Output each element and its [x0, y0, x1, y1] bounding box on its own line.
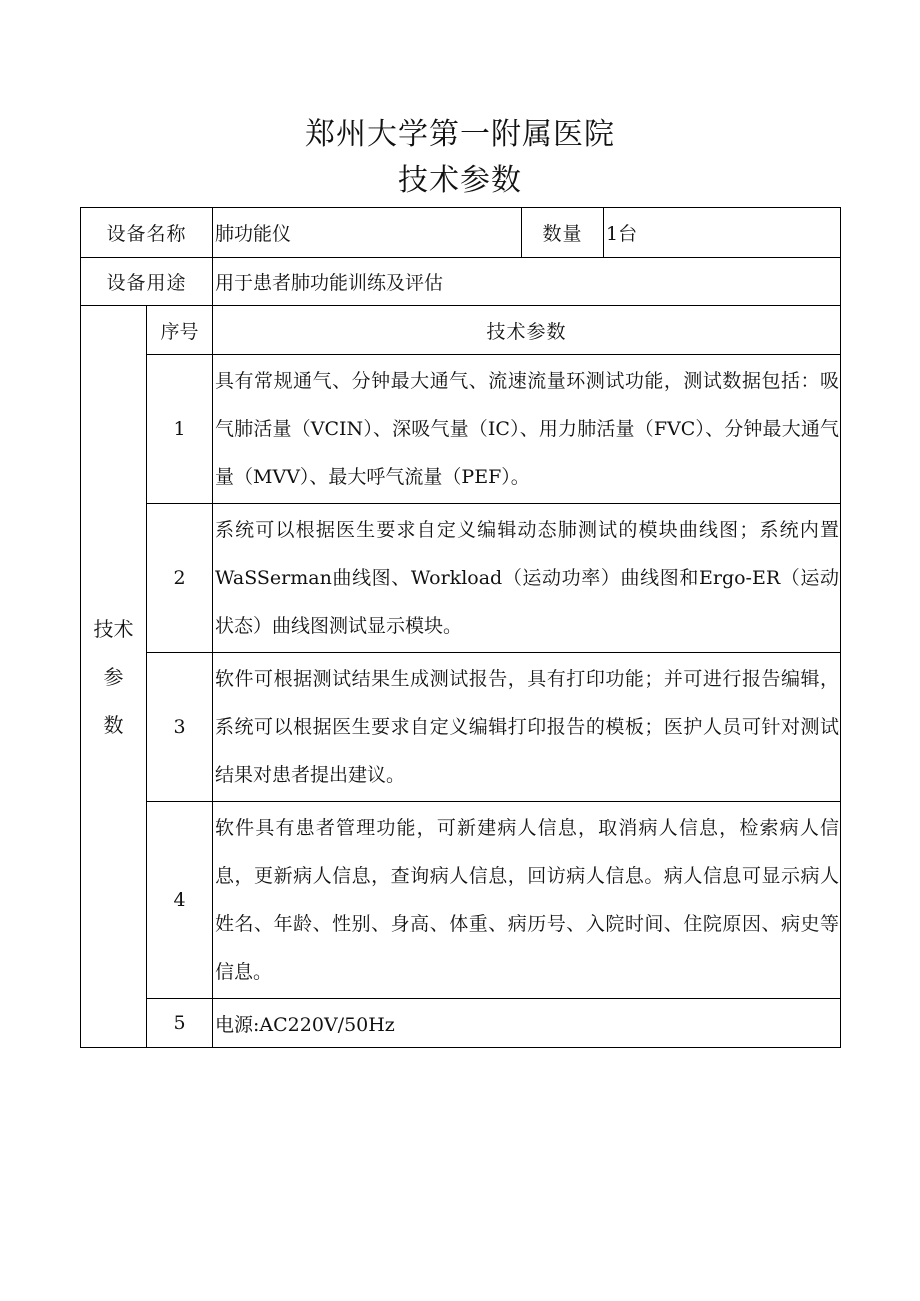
quantity-label: 数量 [522, 208, 604, 258]
equipment-use-label: 设备用途 [81, 258, 213, 306]
equipment-name-value: 肺功能仪 [213, 208, 522, 258]
spec-section-label [81, 306, 147, 1048]
spec-row [81, 355, 841, 504]
equipment-use-value: 用于患者肺功能训练及评估 [213, 258, 841, 306]
spec-text-cell [213, 355, 841, 504]
spec-text: 具有常规通气、分钟最大通气、流速流量环测试功能，测试数据包括：吸气肺活量（VCIN）、深吸气量（IC）、用力肺活量（FVC）、分钟最大通气量（MVV）、最大呼气流量（PEF）。 [215, 370, 840, 488]
equipment-use-row [81, 258, 841, 306]
spec-index: 2 [147, 504, 213, 653]
spec-row [81, 999, 841, 1048]
spec-index: 1 [147, 355, 213, 504]
index-column-header: 序号 [147, 306, 213, 355]
spec-text: 软件可根据测试结果生成测试报告，具有打印功能；并可进行报告编辑，系统可以根据医生要求自定义编辑打印报告的模板；医护人员可针对测试结果对患者提出建议。 [215, 668, 840, 786]
spec-text: 系统可以根据医生要求自定义编辑动态肺测试的模块曲线图；系统内置WaSSerman曲线图、Workload（运动功率）曲线图和Ergo-ER（运动状态）曲线图测试显示模块。 [215, 519, 840, 637]
spec-text-cell [213, 802, 841, 999]
spec-row [81, 653, 841, 802]
hospital-title: 郑州大学第一附属医院 [305, 117, 615, 152]
spec-index: 4 [147, 802, 213, 999]
equipment-name-row [81, 208, 841, 258]
document-header [0, 112, 920, 204]
spec-text: 电源:AC220V/50Hz [213, 999, 841, 1048]
equipment-name-label: 设备名称 [81, 208, 213, 258]
document-title: 技术参数 [398, 163, 522, 198]
spec-section-label-part: 技术 [93, 616, 134, 641]
spec-table [80, 207, 841, 1048]
spec-header-row [81, 306, 841, 355]
spec-index: 3 [147, 653, 213, 802]
spec-section-label-part: 数 [103, 712, 124, 737]
param-column-header: 技术参数 [213, 306, 841, 355]
spec-text-cell [213, 653, 841, 802]
spec-row [81, 802, 841, 999]
spec-row [81, 504, 841, 653]
spec-index: 5 [147, 999, 213, 1048]
spec-text: 软件具有患者管理功能，可新建病人信息，取消病人信息，检索病人信息，更新病人信息，查询病人信息，回访病人信息。病人信息可显示病人姓名、年龄、性别、身高、体重、病历号、入院时间、住院原因、病史等信息。 [215, 817, 840, 983]
spec-text-cell [213, 504, 841, 653]
spec-section-label-part: 参 [103, 664, 124, 689]
quantity-value: 1台 [604, 208, 841, 258]
